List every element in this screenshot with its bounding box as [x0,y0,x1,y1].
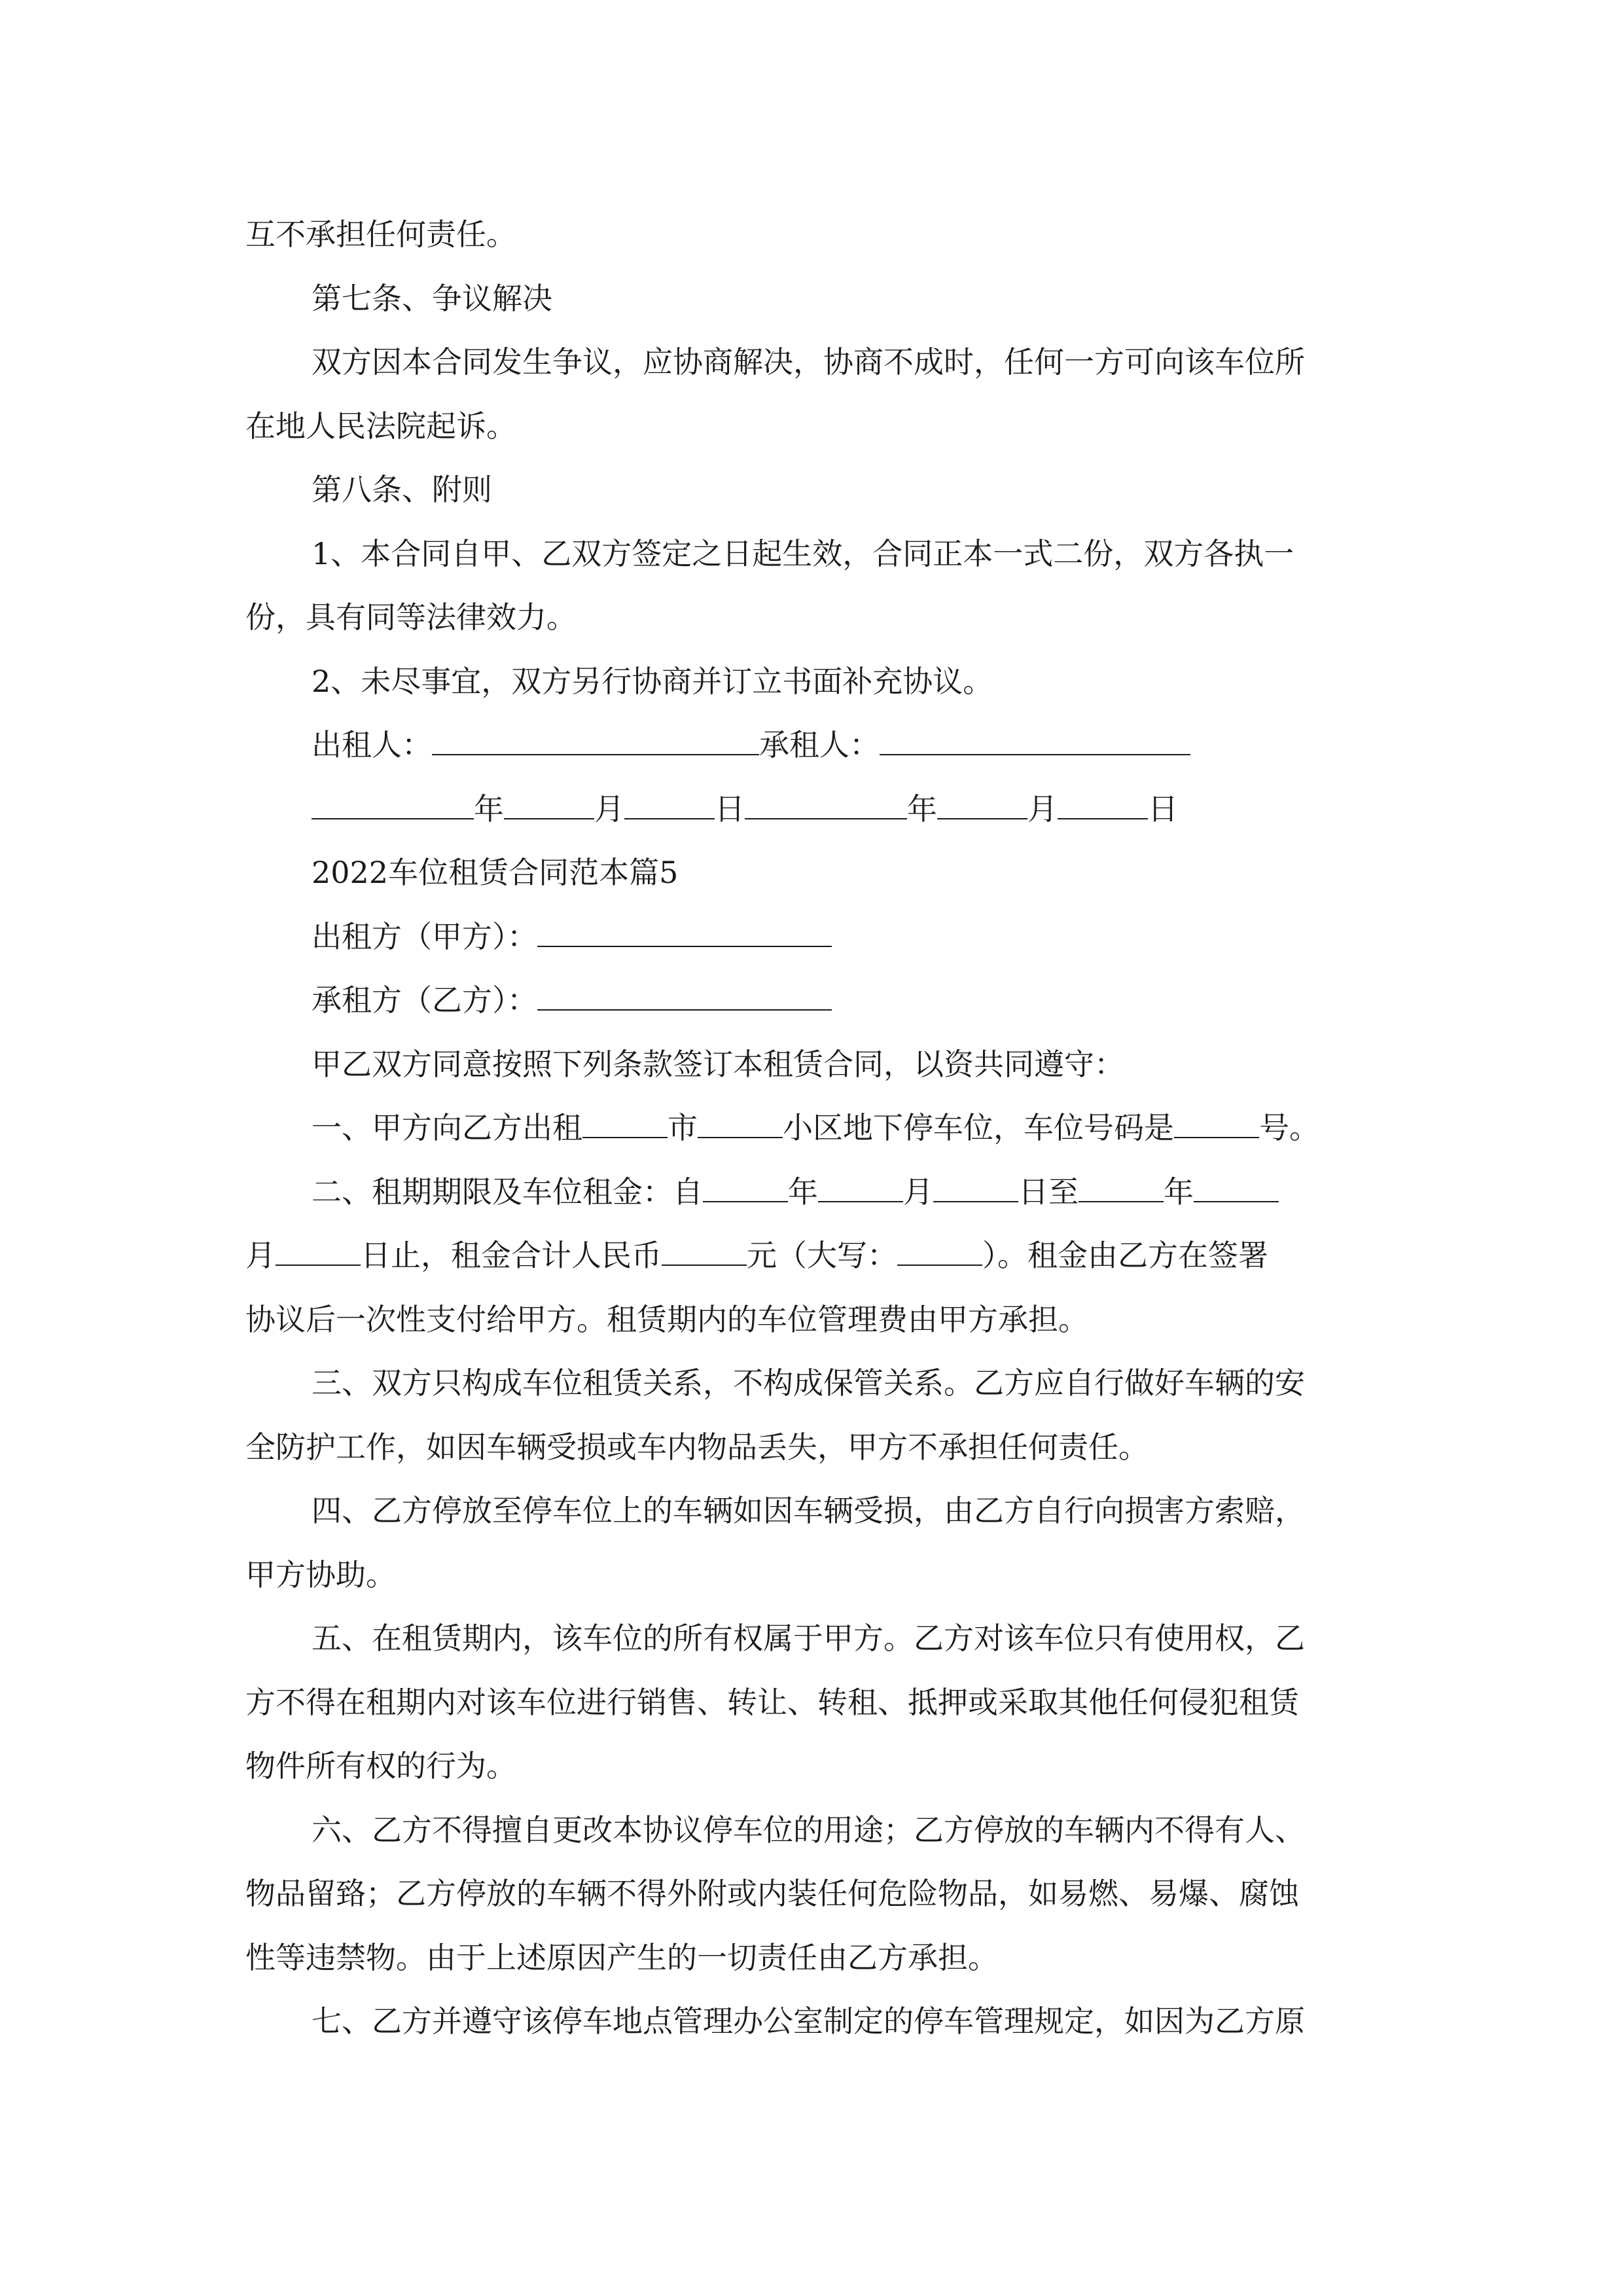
paragraph-line: 互不承担任何责任。 [245,217,516,252]
start-year-blank[interactable] [703,1175,788,1202]
party-a-label: 出租方（甲方）： [312,918,537,954]
lessor-year-blank[interactable] [312,792,474,819]
article-heading-8: 第八条、附则 [312,472,492,507]
clause-1-line [245,1096,1381,1160]
year-unit: 年 [907,791,937,827]
paragraph-line: 物件所有权的行为。 [245,1748,516,1784]
end-month-blank[interactable] [1194,1175,1279,1202]
paragraph-line: 五、在租赁期内，该车位的所有权属于甲方。乙方对该车位只有使用权，乙 [312,1621,1305,1656]
city-blank[interactable] [582,1111,668,1138]
year-unit: 年 [474,791,504,827]
lessor-signature-blank[interactable] [432,728,759,755]
paragraph-line: 甲乙双方同意按照下列条款签订本租赁合同，以资共同遵守： [312,1046,1124,1082]
day-unit: 日 [715,791,745,827]
party-b-line [245,969,1381,1033]
community-blank[interactable] [698,1111,783,1138]
lessee-label: 承租人： [759,727,880,762]
party-a-blank[interactable] [537,920,832,947]
city-unit: 市 [668,1110,698,1145]
paragraph-line: 份，具有同等法律效力。 [245,600,577,635]
paragraph-line: 四、乙方停放至停车位上的车辆如因车辆受损，由乙方自行向损害方索赔， [312,1493,1305,1528]
paragraph-line: 性等违禁物。由于上述原因产生的一切责任由乙方承担。 [245,1939,998,1975]
paragraph-line: 全防护工作，如因车辆受损或车内物品丢失，甲方不承担任何责任。 [245,1429,1149,1465]
paragraph-line: 1、本合同自甲、乙双方签定之日起生效，合同正本一式二份，双方各执一 [312,535,1294,571]
rent-uppercase-blank[interactable] [897,1238,982,1266]
paragraph-line: 2、未尽事宜，双方另行协商并订立书面补充协议。 [312,663,993,699]
paragraph-line: 甲方协助。 [245,1556,396,1592]
year-unit: 年 [1164,1174,1194,1210]
to-text: 日至 [1018,1174,1079,1210]
paragraph-line: 六、乙方不得擅自更改本协议停车位的用途；乙方停放的车辆内不得有人、 [312,1812,1305,1848]
article-heading-7: 第七条、争议解决 [312,280,552,316]
party-b-label: 承租方（乙方）： [312,982,537,1018]
month-unit: 月 [245,1238,276,1273]
clause-2-line-1 [245,1160,1381,1225]
party-b-blank[interactable] [537,983,832,1011]
paragraph-line: 三、双方只构成车位租赁关系，不构成保管关系。乙方应自行做好车辆的安 [312,1365,1305,1401]
start-day-blank[interactable] [933,1175,1018,1202]
lessor-day-blank[interactable] [624,792,715,819]
paragraph-line: 物品留臵；乙方停放的车辆不得外附或内装任何危险物品，如易燃、易爆、腐蚀 [245,1876,1299,1911]
paragraph-line: 七、乙方并遵守该停车地点管理办公室制定的停车管理规定，如因为乙方原 [312,2003,1305,2039]
yuan-text: 元（大写： [747,1238,897,1273]
month-unit: 月 [1027,791,1058,827]
community-text: 小区地下停车位，车位号码是 [783,1110,1174,1145]
paragraph-line: 协议后一次性支付给甲方。租赁期内的车位管理费由甲方承担。 [245,1301,1088,1337]
clause-2-tail: ）。租金由乙方在签署 [982,1238,1268,1273]
lessee-year-blank[interactable] [745,792,907,819]
month-unit: 月 [903,1174,933,1210]
lessor-month-blank[interactable] [504,792,594,819]
rent-amount-blank[interactable] [662,1238,747,1266]
day-unit: 日 [1148,791,1178,827]
contract-text [245,203,1381,2054]
until-text: 日止，租金合计人民币 [361,1238,662,1273]
year-unit: 年 [788,1174,818,1210]
section-title: 2022车位租赁合同范本篇5 [312,855,679,890]
lessee-month-blank[interactable] [937,792,1027,819]
end-year-blank[interactable] [1079,1175,1164,1202]
lessee-signature-blank[interactable] [880,728,1190,755]
month-unit: 月 [594,791,624,827]
start-month-blank[interactable] [818,1175,903,1202]
clause-1-prefix: 一、甲方向乙方出租 [312,1110,582,1145]
paragraph-line: 方不得在租期内对该车位进行销售、转让、转租、抵押或采取其他任何侵犯租赁 [245,1684,1299,1720]
party-a-line [245,905,1381,969]
paragraph-line: 在地人民法院起诉。 [245,408,516,444]
lessee-day-blank[interactable] [1058,792,1148,819]
paragraph-line: 双方因本合同发生争议，应协商解决，协商不成时，任何一方可向该车位所 [312,344,1305,380]
number-unit: 号。 [1259,1110,1319,1145]
clause-2-line-2 [245,1224,1381,1288]
end-day-blank[interactable] [276,1238,361,1266]
lessor-label: 出租人： [312,727,432,762]
signature-line [245,713,1381,778]
clause-2-prefix: 二、租期期限及车位租金：自 [312,1174,703,1210]
space-number-blank[interactable] [1174,1111,1259,1138]
date-line [245,778,1381,842]
